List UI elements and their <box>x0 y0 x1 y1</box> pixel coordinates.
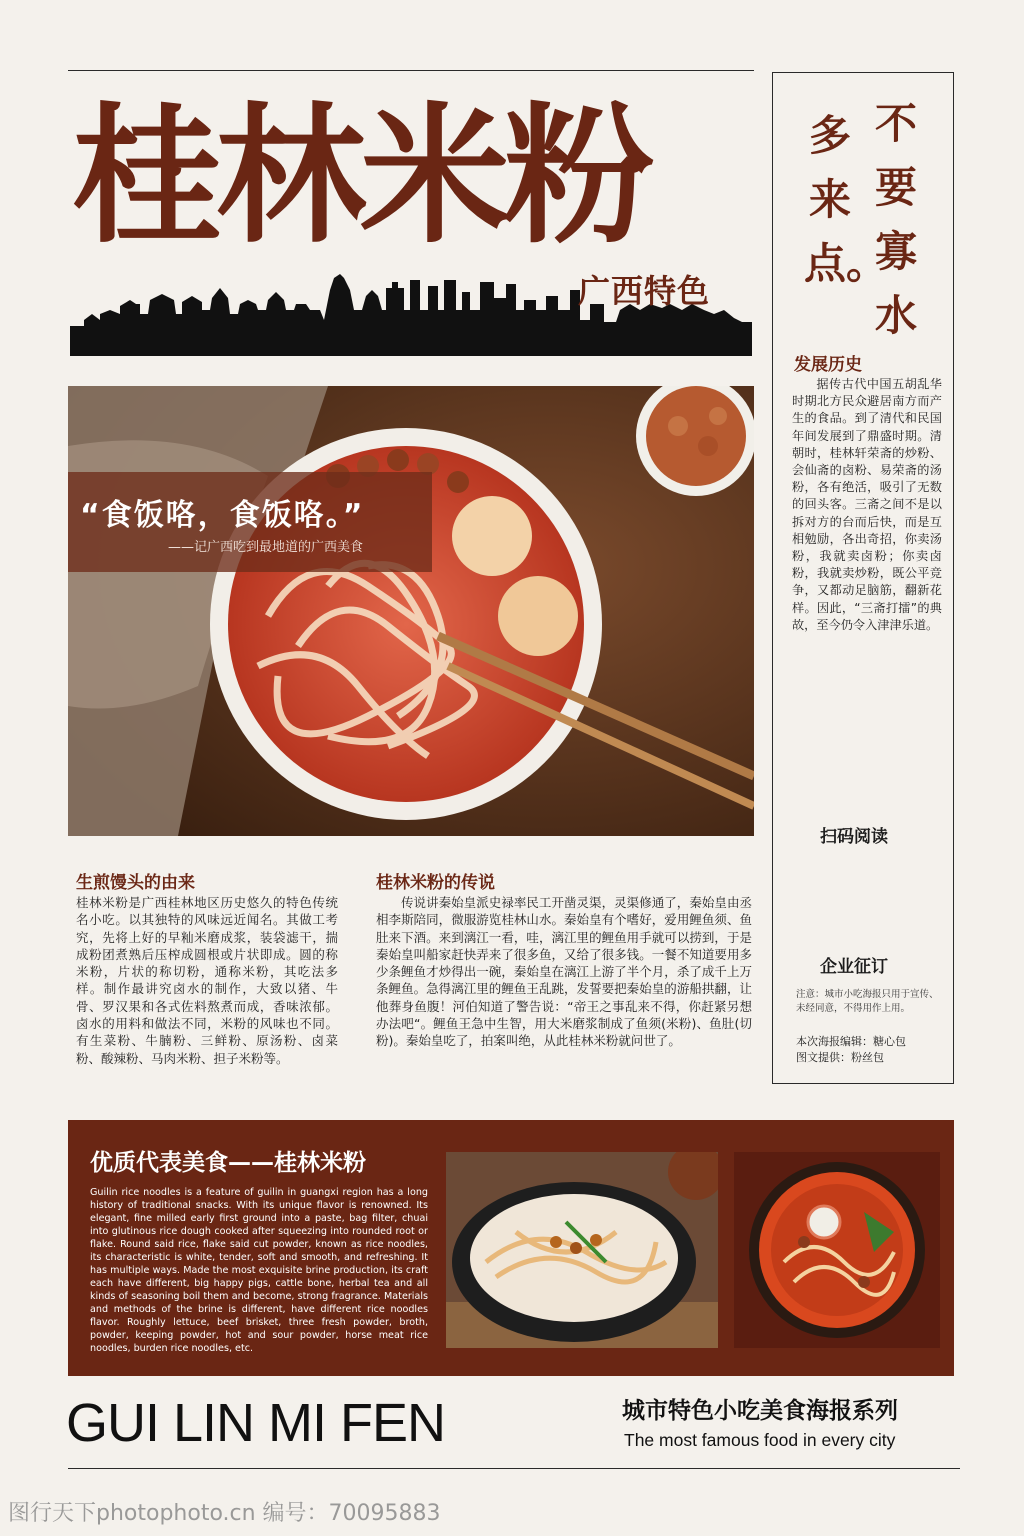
rice-noodle-photo <box>68 386 754 836</box>
subscribe-label[interactable]: 企业征订 <box>820 957 888 977</box>
history-heading: 发展历史 <box>794 355 862 375</box>
quote-text: “食饭咯，食饭咯。” <box>80 498 365 533</box>
image-credit: 图文提供：粉丝包 <box>796 1051 884 1064</box>
page-title: 桂林米粉 <box>72 90 649 264</box>
editor-credit: 本次海报编辑：糖心包 <box>796 1035 906 1048</box>
top-rule <box>68 70 754 71</box>
banner-noodle-photo <box>446 1152 718 1348</box>
noodle-bowl-photo-illustration <box>446 1152 718 1348</box>
subtitle: 广西特色 <box>578 272 711 310</box>
bottom-rule <box>68 1468 960 1469</box>
column-2-heading: 桂林米粉的传说 <box>376 873 495 893</box>
usage-note: 注意：城市小吃海报只用于宣传、未经同意，不得用作上用。 <box>796 989 939 1014</box>
column-2-text: 传说讲秦始皇派史禄率民工开凿灵渠，灵渠修通了，秦始皇由丞相李斯陪同，微服游览桂林山水。秦始皇有个嗜好，爱用鲤鱼须、鱼肚来下酒。来到漓江一看，哇，漓江里的鲤鱼用手就可以捞到，于是秦始皇叫船家赶快弄来了很多鱼，又给了很多钱。一餐不知道要用多少条鲤鱼才炒得出一碗，秦始皇在漓江上游了半个月，杀了成千上万条鲤鱼。急得漓江里的鲤鱼王乱跳，发誓要把秦始皇的游船拱翻，让他葬身鱼腹！河伯知道了警告说：“帝王之事乱来不得，你赶紧另想办法吧“。鲤鱼王急中生智，用大米磨浆制成了鱼须(米粉)、鱼肚(切粉)。秦始皇吃了，拍案叫绝，从此桂林米粉就问世了。 <box>376 895 752 1049</box>
credits <box>796 1034 946 1066</box>
noodle-bowl-illustration <box>68 386 754 836</box>
series-english-title: The most famous food in every city <box>624 1430 896 1450</box>
pinyin-title: GUI LIN MI FEN <box>66 1393 446 1453</box>
watermark: 图行天下photophoto.cn 编号：70095883 <box>8 1501 441 1526</box>
slogan-right-vertical: 不要寡水 <box>874 99 917 340</box>
history-text: 据传古代中国五胡乱华时期北方民众避居南方而产生的食品。到了清代和民国年间发展到了鼎盛时期。清朝时，桂林轩荣斋的炒粉、会仙斋的卤粉、易荣斋的汤粉，各有绝活，吸引了无数的回头客。三斋之间不是以拆对方的台而后快，而是互相勉励，各出奇招，你卖汤粉，我就卖卤粉；你卖卤粉，我就卖炒粉，既公平竞争，又都动足脑筋，翻新花样。因此，“三斋打擂”的典故，至今仍令入津津乐道。 <box>792 377 942 632</box>
column-1-text: 桂林米粉是广西桂林地区历史悠久的特色传统名小吃。以其独特的风味远近闻名。其做工考究，先将上好的早籼米磨成浆，装袋滤干，揣成粉团煮熟后压榨成圆根或片状即成。圆的称米粉，片状的称切粉，通称米粉，其吃法多样。制作最讲究卤水的制作，大致以猪、牛骨、罗汉果和各式佐料熬煮而成，香味浓郁。卤水的用料和做法不同，米粉的风味也不同。有生菜粉、牛腩粉、三鲜粉、原汤粉、卤菜粉、酸辣粉、马肉米粉、担子米粉等。 <box>76 895 338 1066</box>
cartoon-bowl-icon <box>734 1152 940 1348</box>
banner-english-text: Guilin rice noodles is a feature of guilin in guangxi region has a long history of traditional snacks. With its unique flavor is renowned. Its elegant, fine milled early first ground into a paste, bag filter, chuai into glutinous rice dough cooked after squeezing into rounded root or flake. Round said rice, flake said cut powder, known as rice noodles, its characteristic is white, tender, soft and smooth, and refreshing. It has multiple ways. Made the most exquisite brine production, its craft each have different, big happy pigs, cattle bone, herbal tea and all kinds of seasoning boil them and become, strong fragrance. Materials and methods of the brine is different, have different rice noodles flavor. Roughly lettuce, beef brisket, three fresh powder, broth, powder, keeping powder, hot and sour powder, horse meat rice noodles, burden rice noodles, etc. <box>90 1187 428 1354</box>
series-title: 城市特色小吃美食海报系列 <box>622 1398 898 1424</box>
banner-heading: 优质代表美食——桂林米粉 <box>90 1150 366 1176</box>
slogan-left-vertical: 多来点。 <box>804 111 889 288</box>
column-1-heading: 生煎馒头的由来 <box>76 873 195 893</box>
scan-to-read-label[interactable]: 扫码阅读 <box>820 827 888 847</box>
banner-bowl-illustration <box>734 1152 940 1348</box>
quote-caption: ——记广西吃到最地道的广西美食 <box>168 540 364 555</box>
